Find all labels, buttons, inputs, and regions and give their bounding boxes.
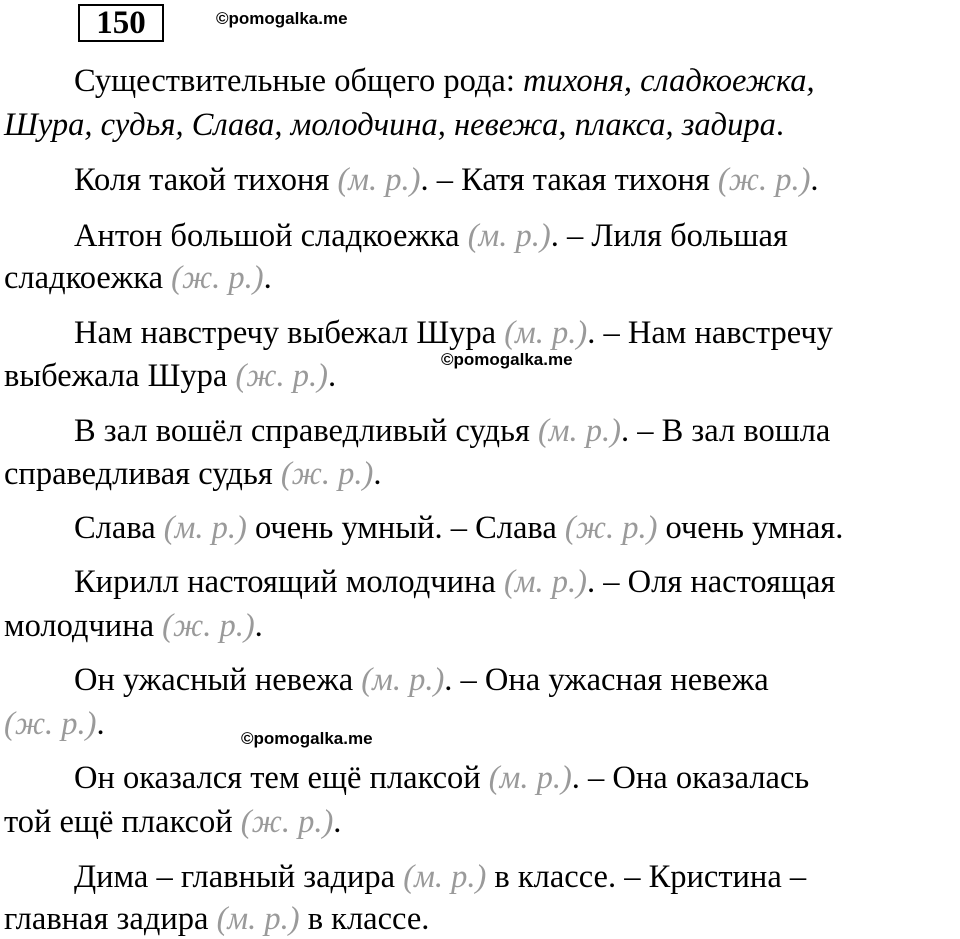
sentence-4 <box>74 413 830 449</box>
text: Антон большой сладкоежка <box>74 218 468 254</box>
text: в классе. – Кристина – <box>486 859 807 895</box>
gender-tag: (м. р.) <box>488 760 572 796</box>
text: . – Катя такая тихоня <box>420 162 718 198</box>
sentence-9-cont <box>4 901 429 937</box>
sentence-3-cont <box>4 358 336 394</box>
text: В зал вошёл справедливый судья <box>74 413 538 449</box>
text: Кирилл настоящий молодчина <box>74 564 504 600</box>
text: . – Оля настоящая <box>586 564 836 600</box>
gender-tag: (м. р.) <box>537 413 621 449</box>
text: . – Нам навстречу <box>587 315 833 351</box>
gender-tag: (м. р.) <box>503 564 587 600</box>
watermark: ©pomogalka.me <box>441 350 573 369</box>
gender-tag: (м. р.) <box>163 510 247 546</box>
punct: . <box>254 608 263 644</box>
gender-tag: (м. р.) <box>216 901 300 937</box>
sentence-8-cont <box>4 804 341 840</box>
text: Дима – главный задира <box>74 859 404 895</box>
sentence-8 <box>74 760 809 796</box>
text: . – Она ужасная невежа <box>444 662 769 698</box>
gender-tag: (ж. р.) <box>171 260 264 296</box>
sentence-7 <box>74 662 769 698</box>
intro-line-2 <box>4 107 784 143</box>
gender-tag: (ж. р.) <box>280 456 374 492</box>
text: молодчина <box>4 608 163 644</box>
intro-line-1 <box>74 63 815 99</box>
text: Нам навстречу выбежал Шура <box>74 315 505 351</box>
punct: . <box>810 162 819 198</box>
gender-tag: (м. р.) <box>504 315 588 351</box>
text: выбежала Шура <box>4 358 236 394</box>
task-number: 150 <box>78 4 164 42</box>
watermark: ©pomogalka.me <box>241 729 373 748</box>
gender-tag: (м. р.) <box>467 218 551 254</box>
text: очень умная. <box>657 510 844 546</box>
punct: . <box>373 456 382 492</box>
gender-tag: (м. р.) <box>337 162 421 198</box>
gender-tag: (м. р.) <box>403 859 487 895</box>
text: Он ужасный невежа <box>74 662 362 698</box>
gender-tag: (ж. р.) <box>235 358 328 394</box>
gender-tag: (ж. р.) <box>240 804 334 840</box>
text: . – В зал вошла <box>621 413 831 449</box>
gender-tag: (ж. р.) <box>4 706 97 742</box>
sentence-1 <box>74 162 819 198</box>
watermark: ©pomogalka.me <box>216 9 348 28</box>
sentence-6 <box>74 564 835 600</box>
text: справедливая судья <box>4 456 281 492</box>
text: сладкоежка <box>4 260 172 296</box>
gender-tag: (ж. р.) <box>162 608 255 644</box>
sentence-4-cont <box>4 456 381 492</box>
gender-tag: (ж. р.) <box>564 510 658 546</box>
text: . – Лиля большая <box>550 218 788 254</box>
gender-tag: (м. р.) <box>361 662 445 698</box>
punct: . <box>328 358 337 394</box>
sentence-6-cont <box>4 608 263 644</box>
text: главная задира <box>4 901 217 937</box>
punct: . <box>333 804 342 840</box>
text: той ещё плаксой <box>4 804 241 840</box>
sentence-3 <box>74 315 833 351</box>
sentence-2-cont <box>4 260 272 296</box>
punct: . <box>775 107 784 143</box>
text: . – Она оказалась <box>571 760 810 796</box>
sentence-9 <box>74 859 806 895</box>
intro-words: тихоня, сладкоежка, <box>523 63 815 99</box>
text: Он оказался тем ещё плаксой <box>74 760 489 796</box>
text: Слава <box>74 510 164 546</box>
text: в классе. <box>299 901 430 937</box>
punct: . <box>263 260 272 296</box>
punct: . <box>96 706 105 742</box>
gender-tag: (ж. р.) <box>717 162 811 198</box>
sentence-2 <box>74 218 788 254</box>
intro-label: Существительные общего рода: <box>74 63 524 99</box>
text: Коля такой тихоня <box>74 162 338 198</box>
intro-words: Шура, судья, Слава, молодчина, невежа, плакса, задира <box>4 107 776 143</box>
sentence-5 <box>74 510 843 546</box>
sentence-7-cont <box>4 706 105 742</box>
text: очень умный. – Слава <box>246 510 565 546</box>
